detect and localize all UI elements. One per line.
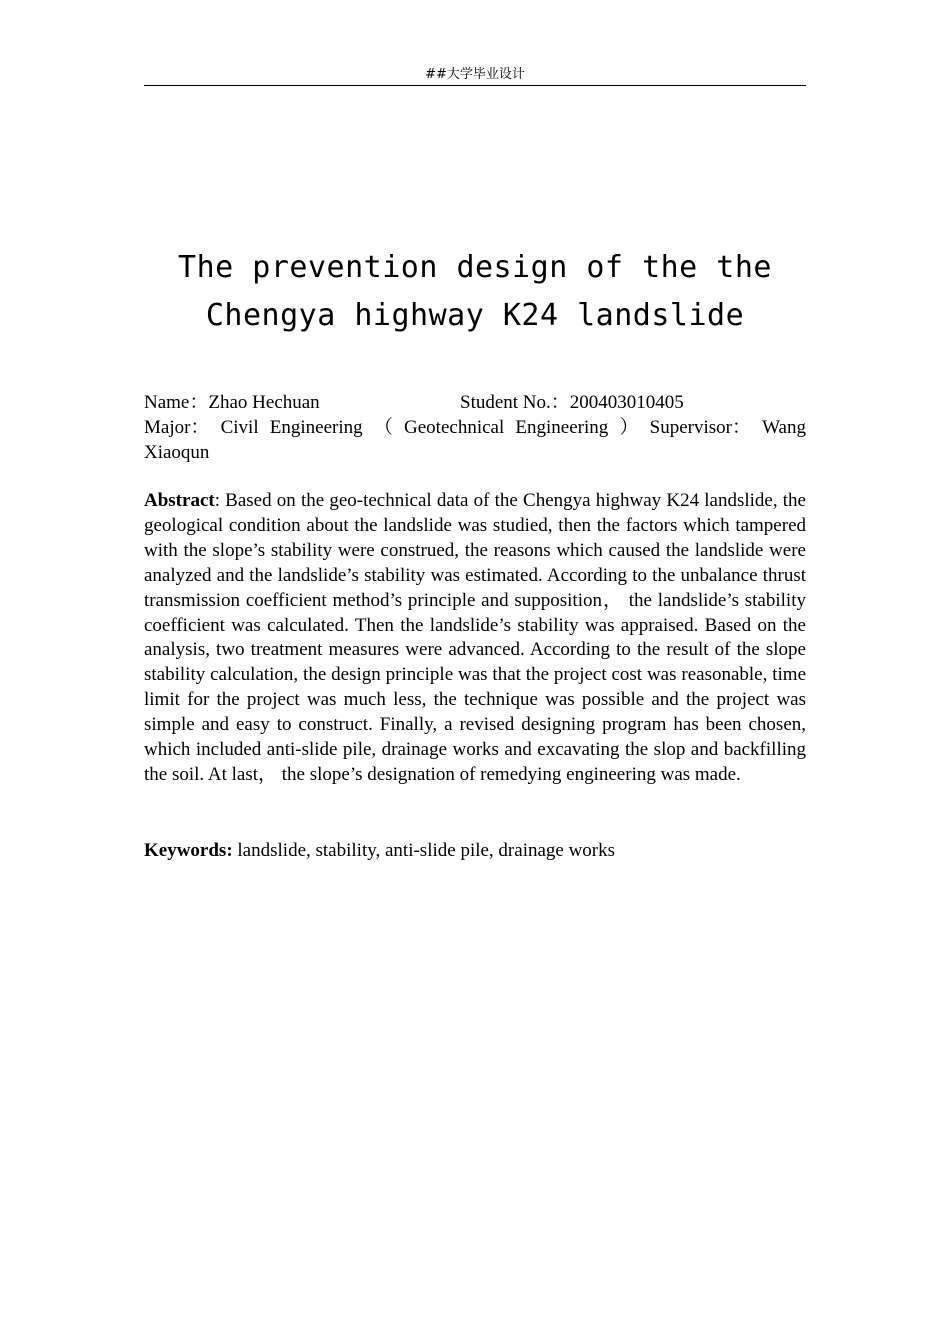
major-value-paren-open: （ xyxy=(373,417,393,438)
thesis-title-line-2: Chengya highway K24 landslide xyxy=(205,298,745,333)
running-header: ##大学毕业设计 xyxy=(425,67,525,82)
supervisor-label: Supervisor： xyxy=(649,417,751,438)
student-no-value: 200403010405 xyxy=(569,392,684,413)
major-label: Major： xyxy=(144,417,210,438)
student-no-label: Student No.： xyxy=(460,392,570,413)
header-divider xyxy=(144,85,806,86)
major-value-paren-close: ） xyxy=(619,417,639,438)
major-value-engineering-2: Engineering xyxy=(515,417,609,438)
author-name xyxy=(144,390,320,415)
name-value: Zhao Hechuan xyxy=(208,392,320,413)
major-value-geotechnical: Geotechnical xyxy=(404,417,505,438)
major-supervisor-line xyxy=(144,415,806,440)
thesis-title xyxy=(144,244,806,340)
major-value-civil: Civil xyxy=(220,417,259,438)
name-label: Name： xyxy=(144,392,209,413)
abstract-paragraph xyxy=(144,489,806,788)
supervisor-last-name: Xiaoqun xyxy=(144,442,210,463)
thesis-title-line-1: The prevention design of the the xyxy=(178,250,772,285)
keywords-line xyxy=(144,838,806,863)
major-value-engineering: Engineering xyxy=(269,417,363,438)
supervisor-first-name: Wang xyxy=(762,417,806,438)
author-info-row-1 xyxy=(144,390,806,415)
abstract-label: Abstract xyxy=(144,490,215,511)
keywords-text: landslide, stability, anti-slide pile, drainage works xyxy=(232,840,616,861)
author-info-row-2 xyxy=(144,415,806,465)
abstract-text: : Based on the geo-technical data of the Chengya highway K24 landslide, the geological condition about the landslide was studied, then the factors which tampered with the slope’s stability were construed, the reasons which caused the landslide were analyzed and the landslide’s stability was estimated. According to the unbalance thrust transmission coefficient method’s principle and supposition， the landslide’s stability coefficient was calculated. Then the landslide’s stability was appraised. Based on the analysis, two treatment measures were advanced. According to the result of the slope stability calculation, the design principle was that the project cost was reasonable, time limit for the project was much less, the technique was possible and the project was simple and easy to construct. Finally, a revised designing program has been chosen, which included anti-slide pile, drainage works and excavating the slop and backfilling the soil. At last， the slope’s designation of remedying engineering was made. xyxy=(144,490,806,785)
keywords-label: Keywords: xyxy=(144,840,233,861)
student-number xyxy=(460,390,684,415)
